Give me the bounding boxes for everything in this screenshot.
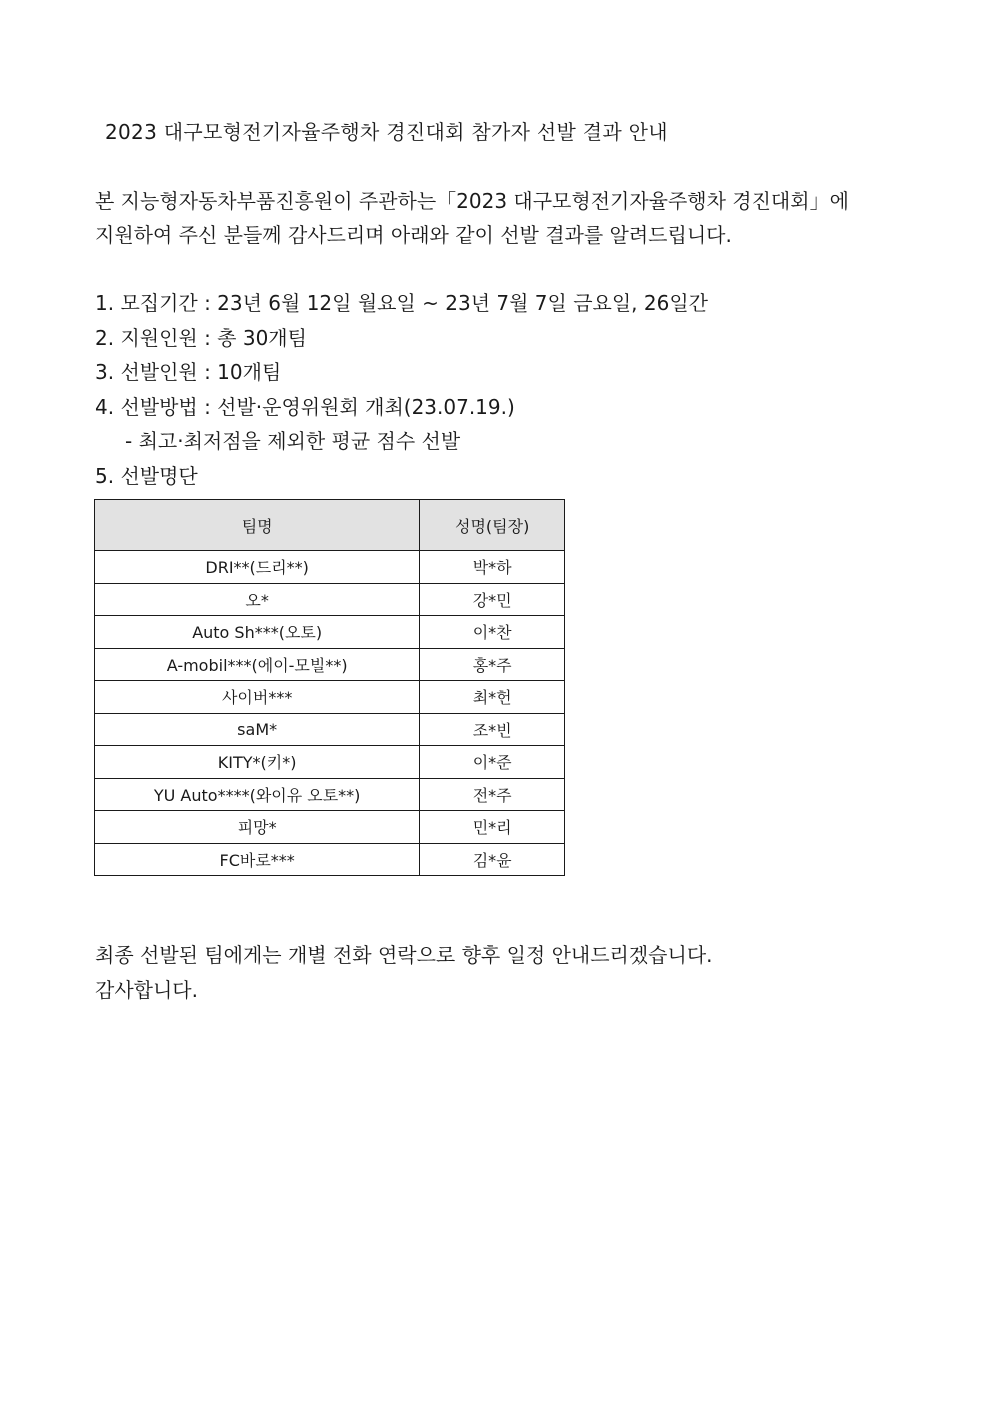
intro-line: 본 지능형자동차부품진흥원이 주관하는「2023 대구모형전기자율주행차 경진대회」에 (95, 189, 849, 213)
leader-name-cell: 박*하 (420, 551, 565, 584)
table-row (95, 811, 565, 844)
table-header-row (95, 500, 565, 551)
team-name-cell: A-mobil***(에이-모빌**) (95, 648, 420, 681)
leader-name-cell: 강*민 (420, 583, 565, 616)
table-row (95, 746, 565, 779)
closing-thanks: 감사합니다. (95, 978, 198, 1002)
leader-name-cell: 최*헌 (420, 681, 565, 714)
leader-name-cell: 전*주 (420, 778, 565, 811)
team-name-cell: KITY*(키*) (95, 746, 420, 779)
team-name-cell: 오* (95, 583, 420, 616)
table-row (95, 648, 565, 681)
intro-paragraph (95, 184, 905, 252)
closing-line: 최종 선발된 팀에게는 개별 전화 연락으로 향후 일정 안내드리겠습니다. (95, 943, 713, 967)
team-name-cell: YU Auto****(와이유 오토**) (95, 778, 420, 811)
table-row (95, 551, 565, 584)
team-name-cell: saM* (95, 713, 420, 746)
team-name-cell: FC바로*** (95, 843, 420, 876)
table-row (95, 843, 565, 876)
intro-line: 지원하여 주신 분들께 감사드리며 아래와 같이 선발 결과를 알려드립니다. (95, 223, 732, 247)
header-team-name: 팀명 (95, 500, 420, 551)
table-row (95, 583, 565, 616)
document-title: 2023 대구모형전기자율주행차 경진대회 참가자 선발 결과 안내 (105, 120, 668, 144)
list-subitem-method-detail: - 최고·최저점을 제외한 평균 점수 선발 (125, 429, 461, 453)
table-row (95, 778, 565, 811)
leader-name-cell: 이*준 (420, 746, 565, 779)
table-row (95, 616, 565, 649)
team-name-cell: 피망* (95, 811, 420, 844)
leader-name-cell: 조*빈 (420, 713, 565, 746)
list-item-roster: 5. 선발명단 (95, 463, 198, 488)
leader-name-cell: 이*찬 (420, 616, 565, 649)
team-name-cell: DRI**(드리**) (95, 551, 420, 584)
team-name-cell: 사이버*** (95, 681, 420, 714)
closing-paragraph (95, 938, 713, 1008)
selection-table (94, 499, 565, 876)
leader-name-cell: 김*윤 (420, 843, 565, 876)
leader-name-cell: 홍*주 (420, 648, 565, 681)
table-row (95, 713, 565, 746)
header-leader-name: 성명(팀장) (420, 500, 565, 551)
list-item-period: 1. 모집기간 : 23년 6월 12일 월요일 ~ 23년 7월 7일 금요일, 26일간 (95, 291, 708, 315)
list-item-applicants: 2. 지원인원 : 총 30개팀 (95, 325, 307, 350)
list-item-selected: 3. 선발인원 : 10개팀 (95, 360, 282, 384)
table-row (95, 681, 565, 714)
team-name-cell: Auto Sh***(오토) (95, 616, 420, 649)
info-list (95, 286, 708, 493)
leader-name-cell: 민*리 (420, 811, 565, 844)
list-item-method: 4. 선발방법 : 선발·운영위원회 개최(23.07.19.) (95, 394, 515, 419)
